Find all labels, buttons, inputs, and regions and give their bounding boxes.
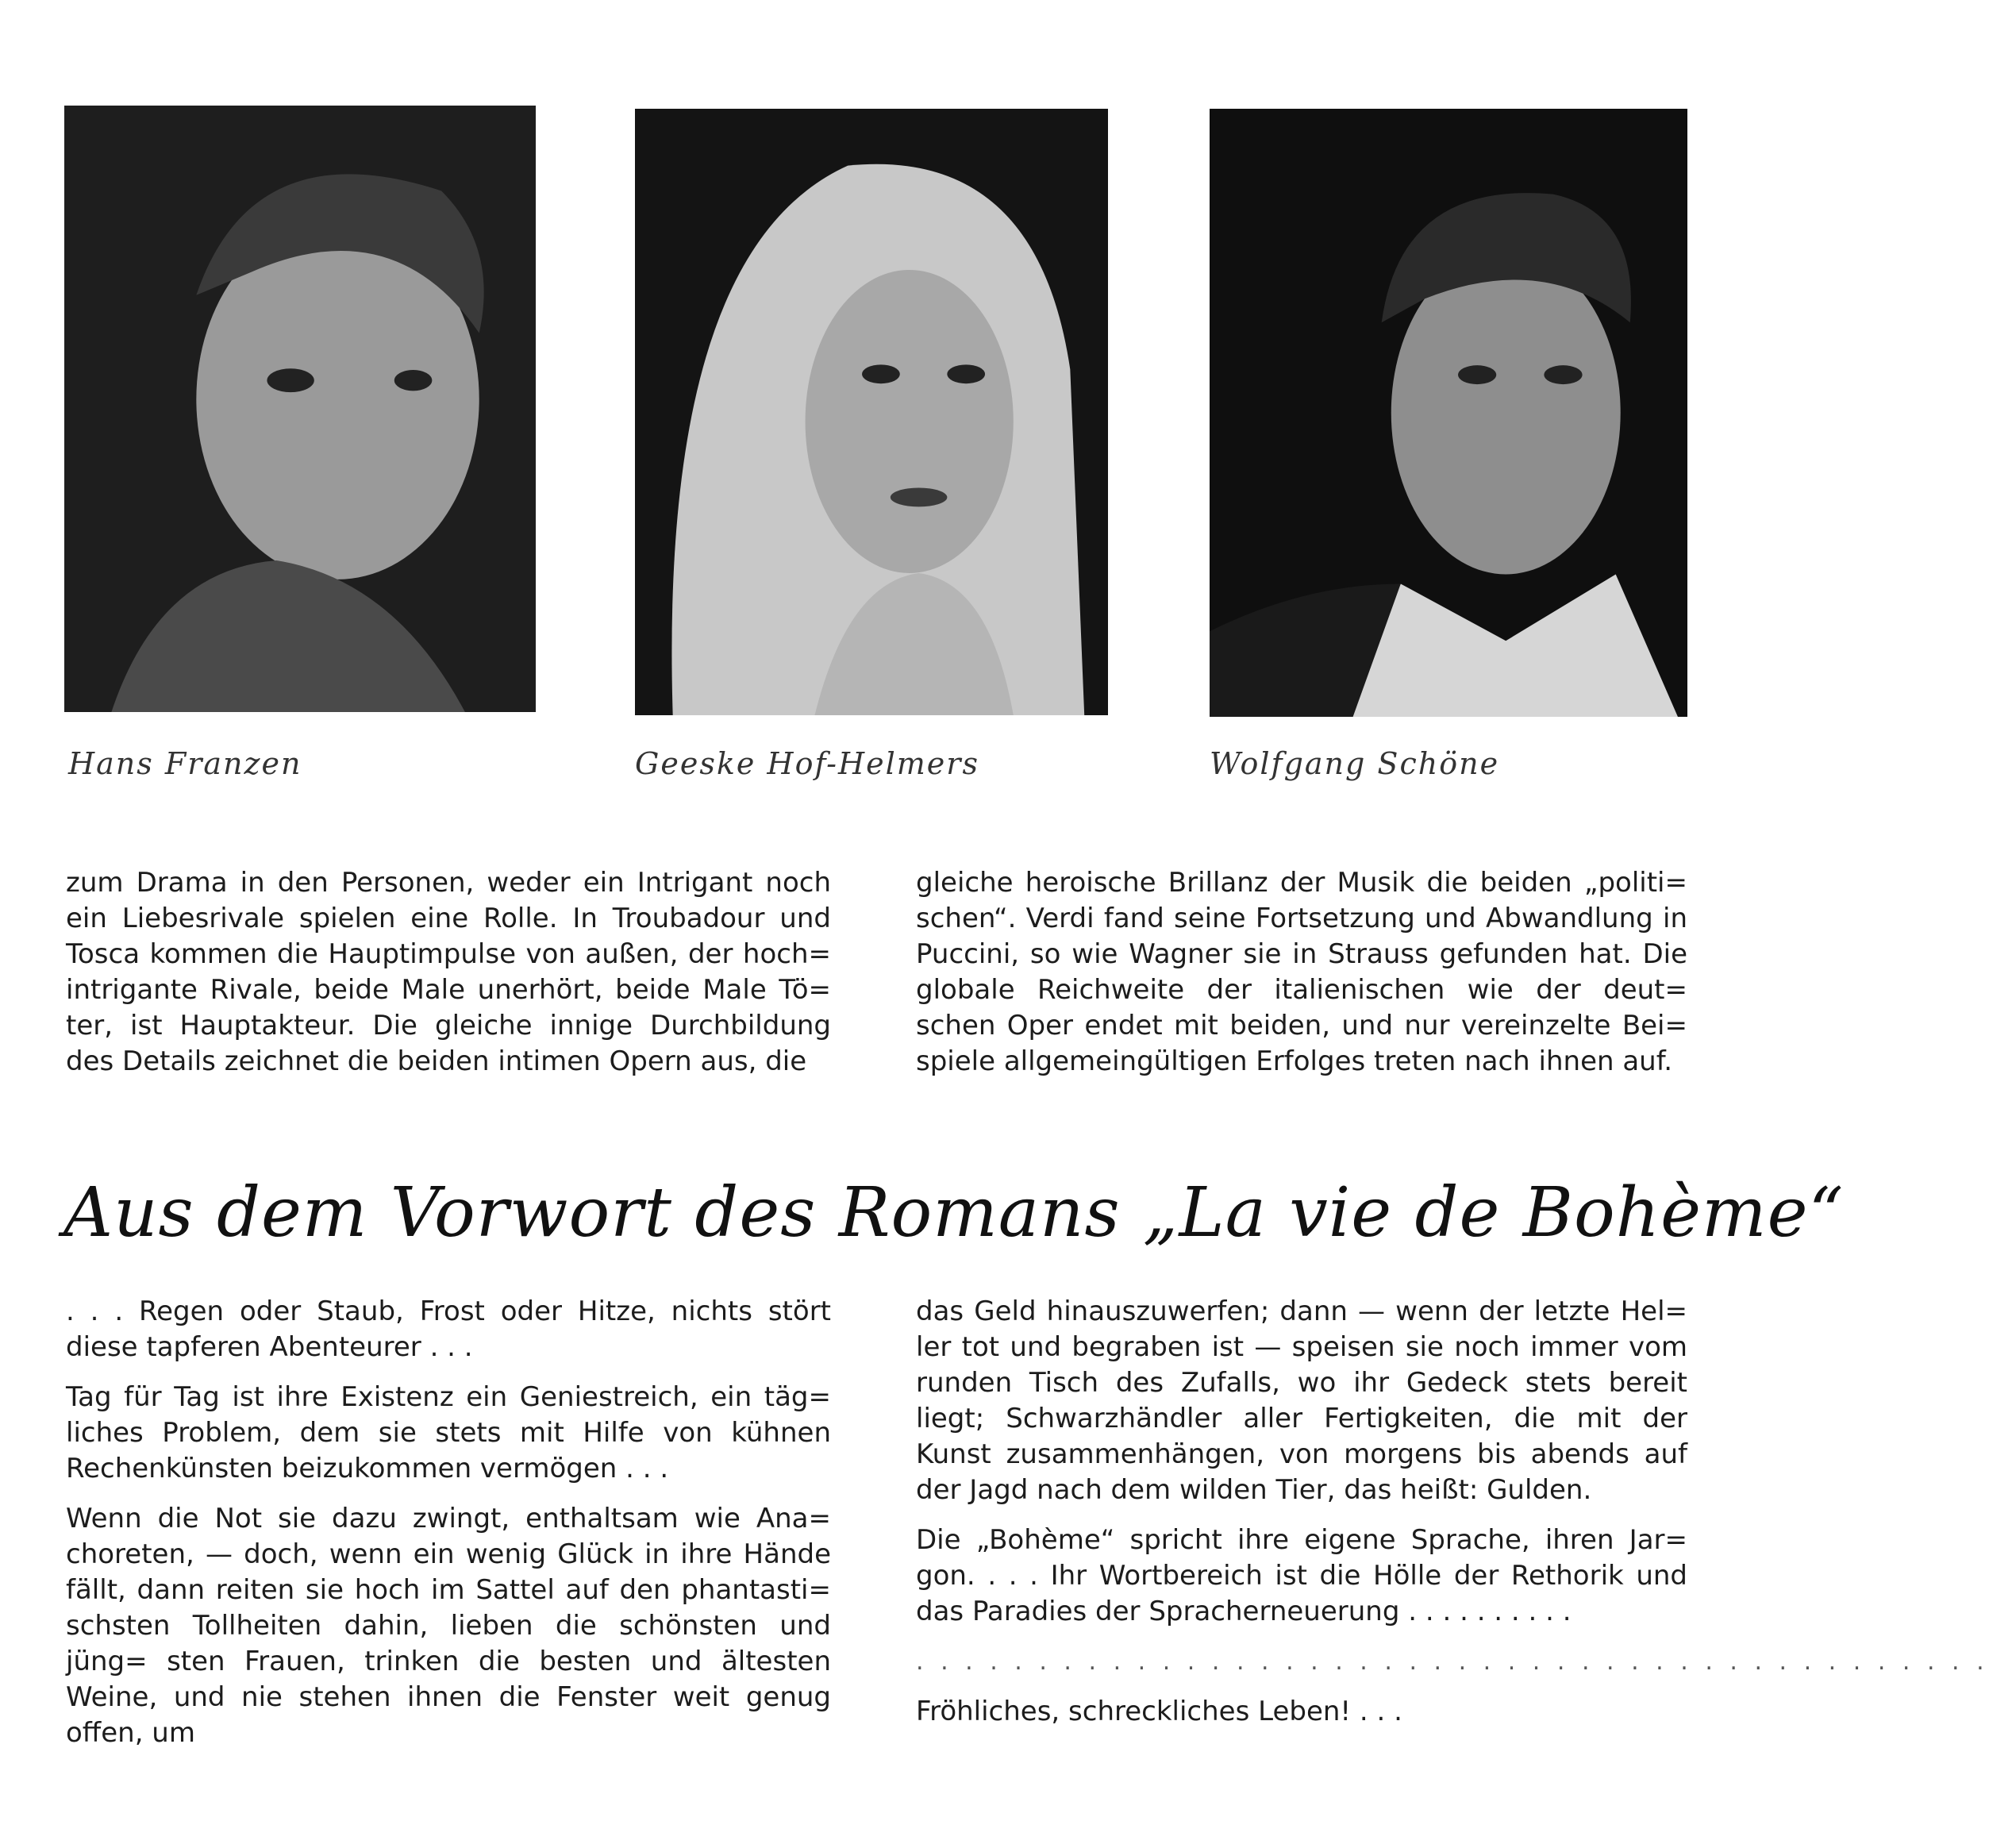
closing-line: Fröhliches, schreckliches Leben! . . . [916,1696,1402,1727]
body-text-column [66,865,831,1094]
photo-caption: Wolfgang Schöne [1210,746,1500,781]
portrait-hans-franzen [64,106,536,712]
photo-caption: Geeske Hof-Helmers [635,746,979,781]
quote-column [916,1294,1989,1744]
dotted-line: . . . . . . . . . . . . . . . . . . . . . . . . . . . . . . . . . . . . . . . . . . . . [916,1648,1989,1676]
photo-caption: Hans Franzen [68,746,302,781]
portrait-geeske-hof-helmers [635,109,1108,715]
paragraph: gleiche heroische Brillanz der Musik die beiden „politi= schen“. Verdi fand seine Fortsetzung und Abwandlung in Puccini, so wie Wagner sie in Strauss gefunden hat. Die globale Reichweite der italienischen wie der deut= schen Oper endet mit beiden, und nur vereinzelte Bei= spiele allgemeingültigen Erfolges treten nach ihnen auf. [916,867,1687,1077]
quote-column [66,1294,831,1765]
paragraph: zum Drama in den Personen, weder ein Intrigant noch ein Liebesrivale spielen eine Rolle. In Troubadour und Tosca kommen die Hauptimpulse von außen, der hoch= intrigante Rivale, beide Male unerhört, beide Male Tö= ter, ist Hauptakteur. Die gleiche innige Durchbildung des Details zeichnet die beiden intimen Opern aus, die [66,867,831,1077]
portrait-wolfgang-schoene [1210,109,1687,717]
paragraph: Die „Bohème“ spricht ihre eigene Sprache, ihren Jar= gon. . . . Ihr Wortbereich ist die Hölle der Rethorik und das Paradies der Spracherneuerung . . . . . . . . . . [916,1524,1687,1627]
paragraph: Wenn die Not sie dazu zwingt, enthaltsam wie Ana= choreten, — doch, wenn ein wenig Glück in ihre Hände fällt, dann reiten sie hoch im Sattel auf den phantasti= schsten Tollheiten dahin, lieben die schönsten und jüng= sten Frauen, trinken die besten und ältesten Weine, und nie stehen ihnen die Fenster weit genug offen, um [66,1503,831,1749]
body-text-column [916,865,1687,1094]
paragraph: das Geld hinauszuwerfen; dann — wenn der letzte Hel= ler tot und begraben ist — speisen sie noch immer vom runden Tisch des Zufalls, wo ihr Gedeck stets bereit liegt; Schwarzhändler aller Fertigkeiten, die mit der Kunst zusammenhängen, von morgens bis abends auf der Jagd nach dem wilden Tier, das heißt: Gulden. [916,1296,1687,1506]
paragraph: Tag für Tag ist ihre Existenz ein Geniestreich, ein täg= liches Problem, dem sie stets mit Hilfe von kühnen Rechenkünsten beizukommen vermögen . . . [66,1381,831,1484]
paragraph: . . . Regen oder Staub, Frost oder Hitze, nichts stört diese tapferen Abenteurer . . . [66,1296,831,1363]
section-heading: Aus dem Vorwort des Romans „La vie de Bohème“ [63,1173,1845,1253]
